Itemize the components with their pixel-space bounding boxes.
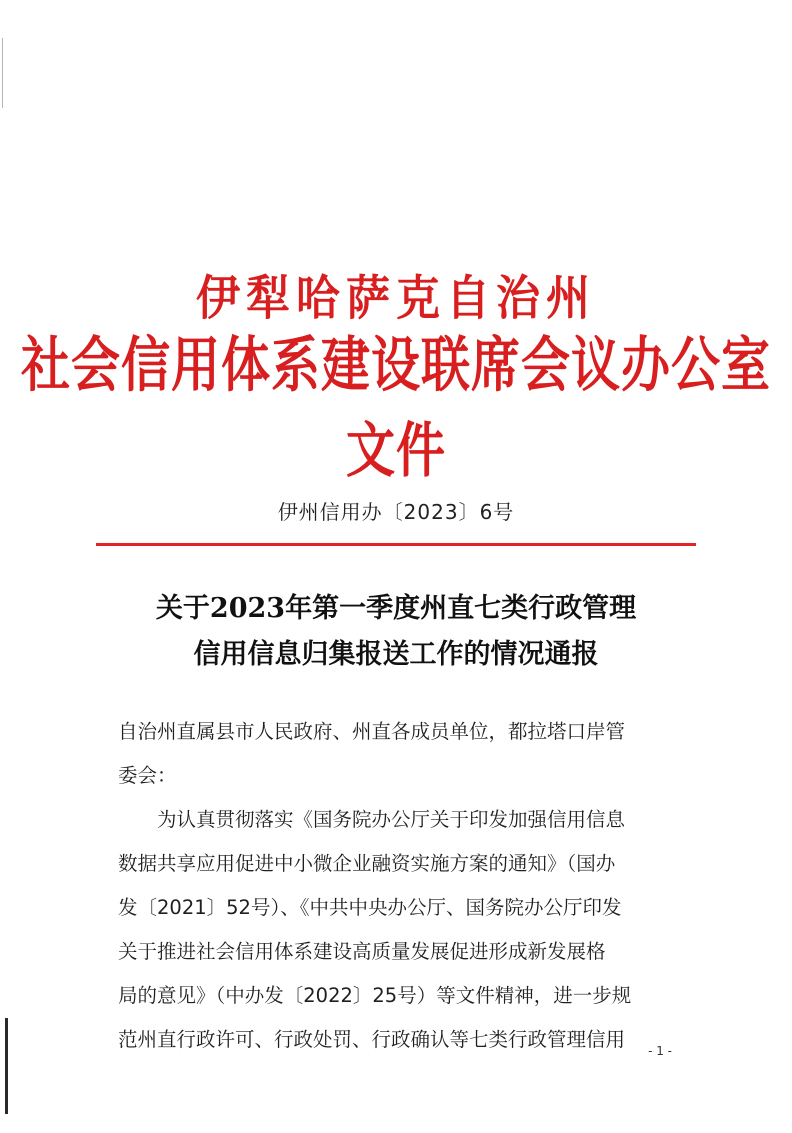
title-line1: 关于2023年第一季度州直七类行政管理 — [155, 593, 637, 624]
addressee-line1: 自治州直属县市人民政府、州直各成员单位，都拉塔口岸管 — [118, 720, 626, 743]
body-text — [118, 710, 678, 1062]
issuing-org-line2: 社会信用体系建设联席会议办公室文件 — [20, 329, 771, 486]
paragraph-line: 关于推进社会信用体系建设高质量发展促进形成新发展格 — [118, 940, 606, 963]
addressee-line2: 委会： — [118, 764, 177, 787]
document-title — [0, 586, 792, 678]
scan-edge-mark — [5, 1018, 8, 1114]
paragraph-line: 范州直行政许可、行政处罚、行政确认等七类行政管理信用 — [118, 1028, 626, 1051]
paragraph-line: 局的意见》（中办发〔2022〕25号）等文件精神，进一步规 — [118, 984, 632, 1007]
page-number: - 1 - — [648, 1044, 672, 1058]
document-number: 伊州信用办〔2023〕6号 — [277, 500, 515, 524]
paragraph-line: 数据共享应用促进中小微企业融资实施方案的通知》（国办 — [118, 852, 616, 875]
scan-edge-mark — [2, 38, 3, 108]
issuing-org-line1: 伊犁哈萨克自治州 — [196, 271, 596, 327]
paragraph-line: 为认真贯彻落实《国务院办公厅关于印发加强信用信息 — [157, 808, 626, 831]
paragraph-line: 发〔2021〕52号）、《中共中央办公厅、国务院办公厅印发 — [118, 896, 622, 919]
red-separator-rule — [96, 543, 696, 546]
title-line2: 信用信息归集报送工作的情况通报 — [193, 639, 599, 670]
